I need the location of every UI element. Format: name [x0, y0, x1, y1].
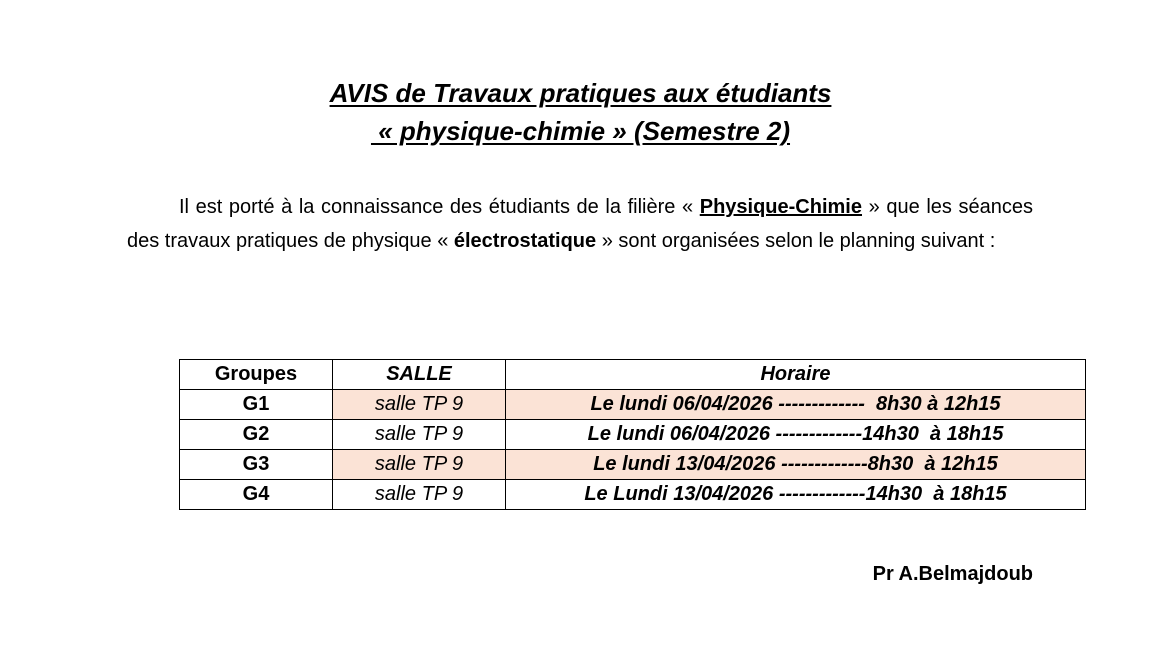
paragraph-part-1: Il est porté à la connaissance des étudiants de la filière « [179, 196, 700, 218]
title-line-1: AVIS de Travaux pratiques aux étudiants [329, 78, 832, 108]
table-row [180, 420, 1086, 450]
cell-salle: salle TP 9 [333, 480, 506, 510]
notice-title [0, 74, 1161, 150]
cell-horaire: Le lundi 13/04/2026 -------------8h30 à 12h15 [506, 450, 1086, 480]
title-line-2: « physique-chimie » (Semestre 2) [370, 116, 791, 146]
cell-groupe: G3 [180, 450, 333, 480]
cell-salle: salle TP 9 [333, 420, 506, 450]
cell-horaire: Le Lundi 13/04/2026 -------------14h30 à 18h15 [506, 480, 1086, 510]
paragraph-part-3: » sont organisées selon le planning suivant : [596, 230, 996, 252]
header-salle: SALLE [333, 360, 506, 390]
table-header-row [180, 360, 1086, 390]
table-row [180, 480, 1086, 510]
cell-groupe: G4 [180, 480, 333, 510]
cell-horaire: Le lundi 06/04/2026 -------------14h30 à 18h15 [506, 420, 1086, 450]
paragraph-part-2: » que les séances des travaux pratiques de physique « [127, 196, 1033, 252]
cell-salle: salle TP 9 [333, 450, 506, 480]
cell-horaire: Le lundi 06/04/2026 ------------- 8h30 à 12h15 [506, 390, 1086, 420]
planning-table [179, 359, 1086, 510]
module-name: électrostatique [453, 230, 597, 252]
table-row [180, 450, 1086, 480]
cell-groupe: G2 [180, 420, 333, 450]
signature: Pr A.Belmajdoub [872, 563, 1033, 585]
header-horaire: Horaire [506, 360, 1086, 390]
notice-paragraph [127, 190, 1033, 258]
cell-groupe: G1 [180, 390, 333, 420]
header-groupes: Groupes [180, 360, 333, 390]
table-row [180, 390, 1086, 420]
filiere-name: Physique-Chimie [699, 196, 862, 218]
cell-salle: salle TP 9 [333, 390, 506, 420]
